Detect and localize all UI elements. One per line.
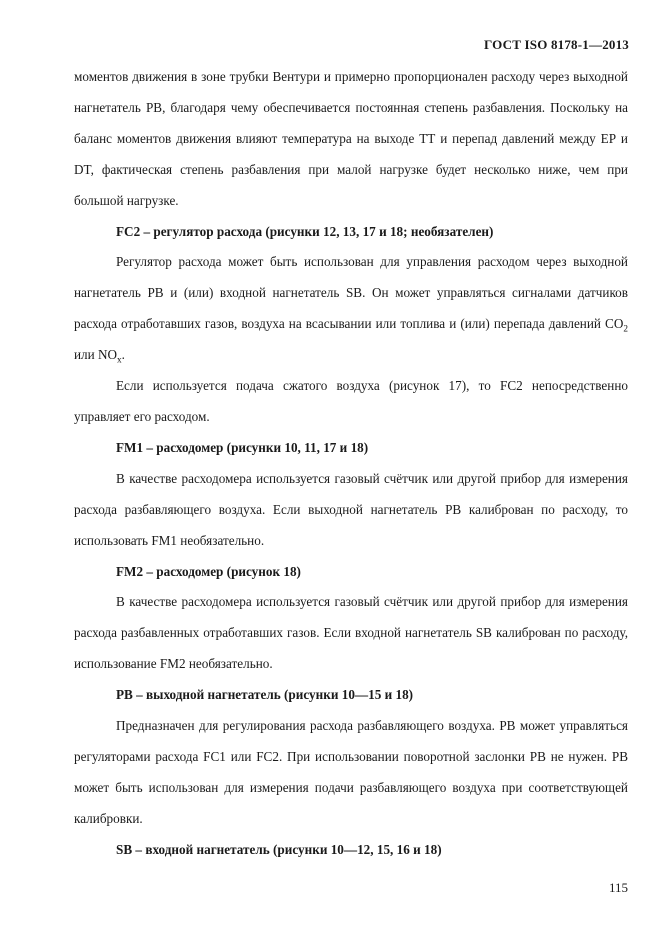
paragraph-compressed-air: Если используется подача сжатого воздуха (рисунок 17), то FC2 непосредственно управляет его расходом. [74, 378, 628, 424]
paragraph-pb-description: Предназначен для регулирования расхода разбавляющего воздуха. РВ может управляться регуляторами расхода FC1 или FC2. При использовании поворотной заслонки РВ не нужен. РВ может быть использован для измерения подачи разбавляющего воздуха при соответствующей калибровки. [74, 718, 628, 826]
document-header: ГОСТ ISO 8178-1—2013 [483, 37, 629, 52]
page-body [74, 62, 628, 866]
page-number: 115 [608, 880, 628, 895]
section-heading-fm2: FM2 – расходомер (рисунок 18) [116, 563, 301, 579]
formula-co2: $CO_2$ [605, 316, 628, 334]
paragraph-fm1-description: В качестве расходомера используется газовый счётчик или другой прибор для измерения расхода разбавляющего воздуха. Если выходной нагнетатель РВ калиброван по расходу, то использовать FM1 необязательно. [74, 470, 628, 548]
section-heading-pb: РВ – выходной нагнетатель (рисунки 10—15 и 18) [116, 687, 414, 703]
formula-nox: или $NO_x$ [74, 347, 122, 365]
paragraph-continued: моментов движения в зоне трубки Вентури и примерно пропорционален расходу через выходной нагнетатель РВ, благодаря чему обеспечивается постоянная степень разбавления. Поскольку на баланс моментов движения влияют температура на выходе ТТ и перепад давлений между ЕР и DT, фактическая степень разбавления при малой нагрузке будет несколько ниже, чем при большой нагрузке. [74, 69, 628, 208]
section-heading-fc2: FC2 – регулятор расхода (рисунки 12, 13, 17 и 18; необязателен) [116, 223, 494, 239]
section-heading-fm1: FM1 – расходомер (рисунки 10, 11, 17 и 18) [116, 439, 369, 455]
paragraph-text: Регулятор расхода может быть использован для управления расходом через выходной нагнетатель РВ и (или) входной нагнетатель SB. Он может управляться сигналами датчиков расхода отработавших газов, воздуха на всасывании или топлива и (или) перепада давлений [74, 254, 628, 332]
paragraph-fc2-description: Регулятор расхода может быть использован для управления расходом через выходной нагнетатель РВ и (или) входной нагнетатель SB. Он может управляться сигналами датчиков расхода отработавших газов, воздуха на всасывании или топлива и (или) перепада давлений $CO_2$ или $NO_x$. [74, 254, 628, 365]
section-heading-sb: SB – входной нагнетатель (рисунки 10—12, 15, 16 и 18) [116, 841, 442, 857]
paragraph-fm2-description: В качестве расходомера используется газовый счётчик или другой прибор для измерения расхода разбавленных отработавших газов. Если входной нагнетатель SB калиброван по расходу, использование FM2 необязательно. [74, 594, 628, 672]
